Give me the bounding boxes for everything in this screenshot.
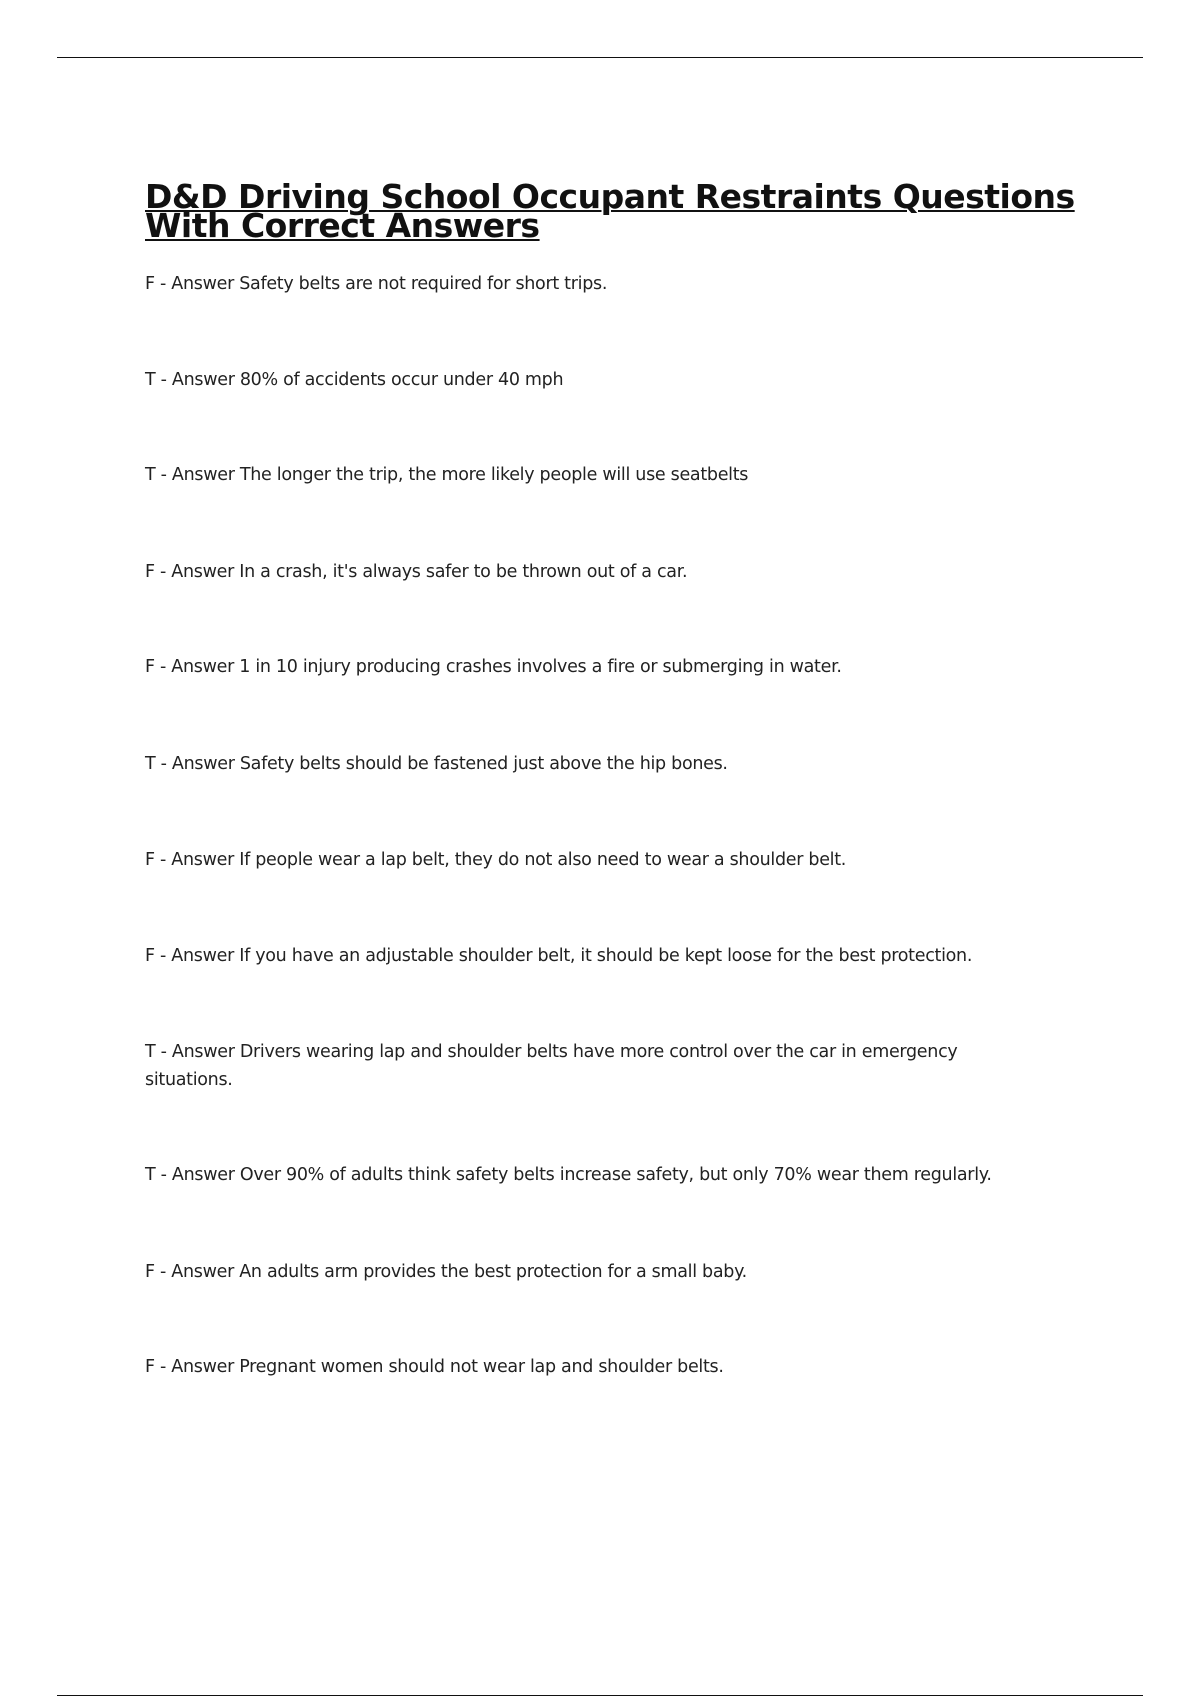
qa-item: F - Answer Pregnant women should not wear lap and shoulder belts.: [145, 1357, 724, 1377]
qa-item: F - Answer If people wear a lap belt, they do not also need to wear a shoulder belt.: [145, 850, 847, 870]
qa-item: T - Answer 80% of accidents occur under 40 mph: [145, 370, 564, 390]
qa-item: F - Answer In a crash, it's always safer to be thrown out of a car.: [145, 562, 688, 582]
qa-item: F - Answer If you have an adjustable shoulder belt, it should be kept loose for the best protection.: [145, 946, 973, 966]
qa-item: T - Answer The longer the trip, the more likely people will use seatbelts: [145, 465, 749, 485]
document-title: D&D Driving School Occupant Restraints Questions With Correct Answers: [145, 177, 1075, 245]
top-divider: [57, 57, 1143, 58]
qa-item: T - Answer Over 90% of adults think safety belts increase safety, but only 70% wear them regularly.: [145, 1165, 992, 1185]
qa-item: F - Answer An adults arm provides the best protection for a small baby.: [145, 1262, 747, 1282]
qa-item: F - Answer 1 in 10 injury producing crashes involves a fire or submerging in water.: [145, 657, 842, 677]
qa-item: T - Answer Safety belts should be fastened just above the hip bones.: [145, 754, 728, 774]
bottom-divider: [57, 1695, 1143, 1696]
qa-item: F - Answer Safety belts are not required for short trips.: [145, 274, 608, 294]
qa-item: T - Answer Drivers wearing lap and shoulder belts have more control over the car in emergency situations.: [145, 1042, 958, 1090]
